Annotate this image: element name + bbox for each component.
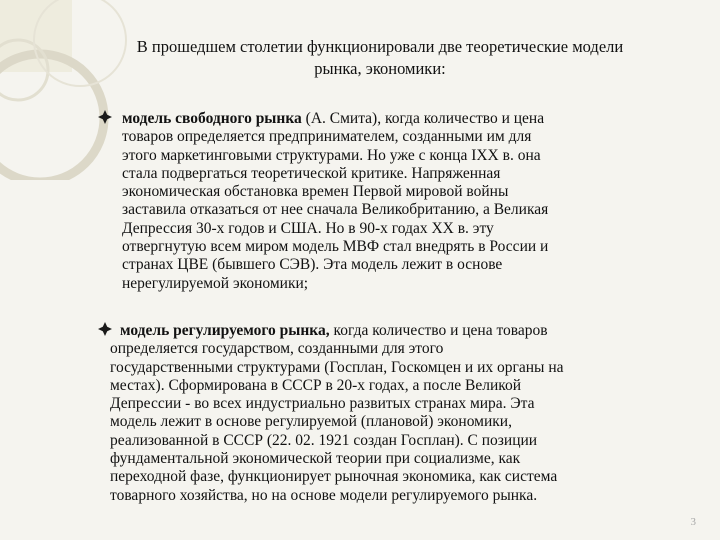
bullet-lead-rest: когда количество и цена товаров: [329, 322, 548, 339]
bullet-line: [98, 110, 698, 128]
bullet-line: экономическая обстановка времен Первой мировой войны: [122, 183, 509, 201]
bullet-regulated-market: [98, 322, 708, 505]
bullet-line: местах). Сформирована в СССР в 20-х годах, а после Великой: [110, 376, 522, 394]
diamond-bullet-icon: [98, 322, 114, 338]
bullet-lead-rest: (А. Смита), когда количество и цена: [301, 110, 545, 127]
bullet-line: странах ЦВЕ (бывшего СЭВ). Эта модель лежит в основе: [122, 256, 503, 274]
bullet-line: реализованной в СССР (22. 02. 1921 создан Госплан). С позиции: [110, 431, 538, 449]
bullet-line: фундаментальной экономической теории при социализме, как: [110, 450, 521, 468]
slide-title: [80, 36, 680, 80]
bullet-line: заставила отказаться от нее сначала Великобританию, а Великая: [122, 201, 549, 219]
bullet-line: [98, 322, 708, 340]
diamond-bullet-icon: [98, 110, 114, 126]
title-line-1: В прошедшем столетии функционировали две теоретические модели: [136, 37, 624, 56]
bullet-line: этого маркетинговыми структурами. Но уже с конца IХХ в. она: [122, 146, 541, 164]
bullet-line: определяется государством, созданными для этого: [110, 340, 444, 358]
bullet-line: модель лежит в основе регулируемой (плановой) экономики,: [110, 413, 512, 431]
bullet-line: товарного хозяйства, но на основе модели регулируемого рынка.: [110, 486, 538, 504]
bullet-line: отвергнутую всем миром модель МВФ стал внедрять в России и: [122, 238, 549, 256]
title-line-2: рынка, экономики:: [314, 59, 446, 78]
bullet-line: нерегулируемой экономики;: [122, 274, 309, 292]
bullet-line: стала подвергаться теоретической критике. Напряженная: [122, 164, 501, 182]
bullet-free-market: [98, 110, 698, 293]
bullet-line: Депрессия 30-х годов и США. Но в 90-х годах XX в. эту: [122, 219, 494, 237]
page-number: 3: [690, 516, 696, 528]
bullet-line: Депрессии - во всех индустриально развитых странах мира. Эта: [110, 395, 535, 413]
bullet-line: государственными структурами (Госплан, Госкомцен и их органы на: [110, 358, 564, 376]
bullet-line: переходной фазе, функционирует рыночная экономика, как система: [110, 468, 558, 486]
bullet-line: товаров определяется предпринимателем, созданными им для: [122, 128, 532, 146]
bullet-bold-lead: модель свободного рынка: [122, 110, 302, 127]
bullet-bold-lead: модель регулируемого рынка,: [120, 322, 330, 339]
